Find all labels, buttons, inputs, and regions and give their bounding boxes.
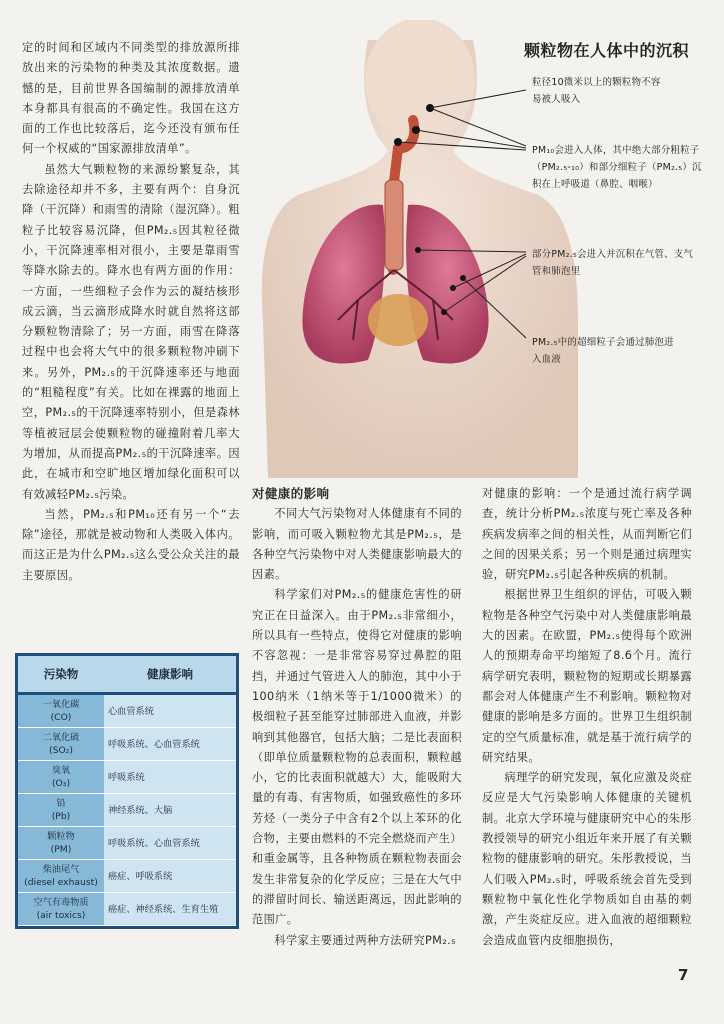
paragraph: 当然，PM₂.₅和PM₁₀还有另一个“去除”途径，那就是被动物和人类吸入体内。而这正是为什么PM₂.₅这么受公众关注的最主要原因。 (22, 507, 240, 582)
page-number: 7 (678, 966, 689, 984)
table-row (18, 728, 236, 761)
pollutant-cell: 柴油尾气 (diesel exhaust) (18, 860, 104, 893)
pollutant-cell: 空气有毒物质 (air toxics) (18, 893, 104, 926)
pollutant-cell: 一氧化碳 (CO) (18, 694, 104, 728)
effect-cell: 呼吸系统、心血管系统 (104, 827, 236, 860)
trachea (385, 180, 403, 270)
table-header-pollutant: 污染物 (18, 656, 104, 694)
table-row (18, 860, 236, 893)
pollutant-cell: 颗粒物 (PM) (18, 827, 104, 860)
head-silhouette (365, 20, 475, 142)
paragraph: 根据世界卫生组织的评估，可吸入颗粒物是各种空气污染中对人类健康影响最大的因素。在欧盟，PM₂.₅使得每个欧洲人的预期寿命平均缩短了8.6个月。流行病学研究表明，颗粒物的短期或长期暴露都会对人体健康产生不利影响。颗粒物对健康的影响是多方面的。世界卫生组织制定的空气质量标准，就是基于流行病学的研究结果。 (482, 588, 692, 764)
section-title: 对健康的影响 (252, 486, 330, 501)
figure-title: 颗粒物在人体中的沉积 (524, 41, 690, 60)
middle-column (252, 484, 462, 951)
effect-cell: 心血管系统 (104, 694, 236, 728)
paragraph: 虽然大气颗粒物的来源纷繁复杂，其去除途径却并不多，主要有两个：自身沉降（干沉降）和雨雪的清除（湿沉降）。粗粒子比较容易沉降，但PM₂.₅因其粒径微小，干沉降速率相对很小，主要是靠雨雪等降水除去的。降水也有两方面的作用：一方面，一些细粒子会作为云的凝结核形成云滴，当云滴形成降水时就自然将这部分颗粒物清除了；另一方面，雨雪在降落过程中也会将大气中的很多颗粒物冲刷下来。另外，PM₂.₅的干沉降速率还与地面的“粗糙程度”有关。比如在裸露的地面上空，PM₂.₅的干沉降速率特别小，但是森林等植被冠层会使颗粒物的碰撞附着几率大为增加，从而提高PM₂.₅的干沉降速率。因此，在城市和空旷地区增加绿化面积可以有效减轻PM₂.₅污染。 (22, 162, 240, 501)
table-row (18, 694, 236, 728)
table-header-health: 健康影响 (104, 656, 236, 694)
effect-cell: 呼吸系统、心血管系统 (104, 728, 236, 761)
figure-note: PM₂.₅中的超细粒子会通过肺泡进入血液 (532, 337, 674, 365)
paragraph: 不同大气污染物对人体健康有不同的影响，而可吸入颗粒物尤其是PM₂.₅，是各种空气污染物中对人类健康影响最大的因素。 (252, 507, 462, 582)
effect-cell: 呼吸系统 (104, 761, 236, 794)
table-row (18, 794, 236, 827)
right-column (482, 484, 692, 951)
paragraph: 对健康的影响：一个是通过流行病学调查，统计分析PM₂.₅浓度与死亡率及各种疾病发病率之间的相关性，从而判断它们之间的因果关系；另一个则是通过病理实验，研究PM₂.₅引起各种疾病的机制。 (482, 487, 692, 582)
figure-note: PM₁₀会进入人体，其中绝大部分粗粒子（PM₂.₅-₁₀）和部分细粒子（PM₂.₅）沉积在上呼吸道（鼻腔、咽喉） (532, 145, 702, 190)
table-row (18, 827, 236, 860)
effect-cell: 癌症、神经系统、生育生殖 (104, 893, 236, 926)
left-column (22, 38, 240, 586)
paragraph: 科学家主要通过两种方法研究PM₂.₅ (274, 933, 456, 947)
pollutant-cell: 铅 (Pb) (18, 794, 104, 827)
heart (368, 294, 428, 346)
paragraph: 定的时间和区域内不同类型的排放源所排放出来的污染物的种类及其浓度数据。遗憾的是，目前世界各国编制的源排放清单本身都具有很高的不确定性。我国在这方面的工作也比较落后，迄今还没有颁布任何一个权威的“国家源排放清单”。 (22, 41, 240, 156)
table-row (18, 893, 236, 926)
effect-cell: 神经系统、大脑 (104, 794, 236, 827)
pollutant-cell: 二氧化硫 (SO₂) (18, 728, 104, 761)
table-row (18, 761, 236, 794)
pollutant-table (18, 656, 236, 926)
paragraph: 病理学的研究发现，氧化应激及炎症反应是大气污染影响人体健康的关键机制。北京大学环境与健康研究中心的朱彤教授领导的研究小组近年来开展了有关颗粒物的健康影响的研究。朱彤教授说，当人们吸入PM₂.₅时，呼吸系统会首先受到颗粒物中氧化性化学物质如自由基的刺激，产生炎症反应。进入血液的超细颗粒会造成血管内皮细胞损伤， (482, 771, 692, 947)
figure-note: 粒径10微米以上的颗粒物不容易被人吸入 (532, 77, 661, 105)
paragraph: 科学家们对PM₂.₅的健康危害性的研究正在日益深入。由于PM₂.₅非常细小，所以具有一些特点，使得它对健康的影响不容忽视：一是非常容易穿过鼻腔的阻挡，并通过气管进入人的肺泡，其中小于100纳米（1纳米等于1/1000微米）的极细粒子甚至能穿过肺部进入血液，并影响到其他器官，包括大脑；二是比表面积（即单位质量颗粒物的总表面积，颗粒越小，它的比表面积就越大）大，能吸附大量的有毒、有害物质，如强致癌性的多环芳烃（一类分子中含有2个以上苯环的化合物，主要由燃料的不完全燃烧而产生）和重金属等，且各种物质在颗粒物表面会发生非常复杂的化学反应；三是在大气中的滞留时间长、输送距离远，因此影响的范围广。 (252, 588, 462, 927)
figure-note: 部分PM₂.₅会进入并沉积在气管、支气管和肺泡里 (532, 249, 694, 277)
effect-cell: 癌症、呼吸系统 (104, 860, 236, 893)
pollutant-cell: 臭氧 (O₃) (18, 761, 104, 794)
